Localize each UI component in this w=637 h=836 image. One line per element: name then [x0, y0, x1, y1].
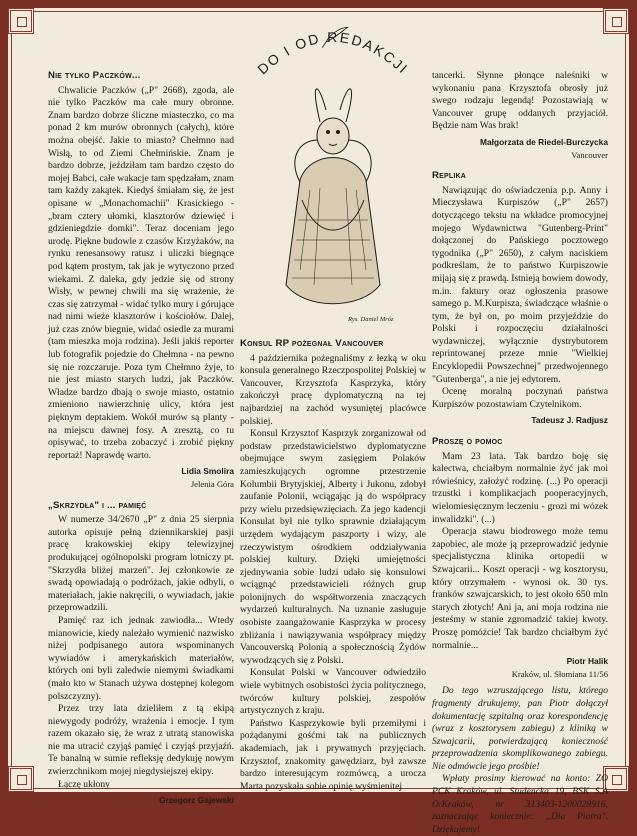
article-body: Przez trzy lata dzieliłem z tą ekipą niewygody podróży, wrażenia i emocje. I tym razem okazało się, że wraz z utratą stanowiska nie ma utracić czyjąś pamięć i czyjąś przyjaźń. Te banalną w sumie refleksję dedykuję nowym zwierzchnikom mojej niegdysiejszej ekipy. [48, 703, 234, 778]
article-body: 4 października pożegnaliśmy z łezką w oku konsula generalnego Rzeczpospolitej Polskiej w Vancouver, Krzysztofa Kasprzyka, który zakończył pracę dyplomatyczną na tej najbardziej na zachód wysuniętej placówce polskiej. [240, 352, 426, 427]
article-body: Operacja stawu biodrowego może temu zapobiec, ale może ją przeprowadzić jedynie specjalistyczna klinika ortopedii w Szwajcarii... Koszt operacji - wg kosztorysu, który otrzymałem - wynosi ok. 30 tys. franków szwajcarskich, to jest około 650 mln starych złotych! Ani ja, ani moja rodzina nie jesteśmy w stanie zgromadzić takiej kwoty. Proszę pomóżcie! Tak bardzo chciałbym żyć normalnie... [432, 526, 608, 651]
article-body: Nawiązując do oświadczenia p.p. Anny i Mieczysława Kurpiszów („P" 2657) dotyczącego tekstu na wkładce promocyjnej mojego Wydawnictwa "Gutenberg-Print" dołączonej do Pańskiego pocztowego tygodnika („P" 2650), z całym naciskiem podkreślam, że to państwo Kurpiszowie mijają się z prawdą. Istnieją bowiem dowody, m.in. faktury oraz ogłoszenia prasowe samego p. M.Kurpisza, świadczące właśnie o tym, że był on, po moim przyjeździe do Polski i rozpoczęciu działalności wydawniczej, wyłącznie dystrybutorem reprintowanej przeze mnie "Wielkiej Encyklopedii Powszechnej" przedwojennego "Gutenberga", a nie jej edytorem. [432, 184, 608, 385]
article-body: Państwo Kasprzykowie byli przemiłymi i pożądanymi gośćmi tak na publicznych akademiach, jak i prywatnych przyjęciach. Krzysztof, znakomity gawędziarz, był zawsze bardzo interesującym rozmówcą, a urocza Marta pozyskała sobie opinię wyśmienitej [240, 717, 426, 792]
section-heading-text: DO I OD REDAKCJI [254, 28, 412, 78]
article-body: W numerze 34/2670 „P" z dnia 25 sierpnia autorka opisuje pełną dziennikarskiej pasji pracę krakowskiej ekipy telewizyjnej produkującej ogólnopolski program lotniczy pt. "Skrzydła bliżej marzeń". Jej członkowie ze swadą opowiadają o podróżach, jakie odbyli, o materiałach, jakie nakręcili, o wywiadach, jakie przeprowadzili. [48, 514, 234, 614]
article-body: Ocenę moralną poczynań państwa Kurpiszów pozostawiam Czytelnikom. [432, 386, 608, 410]
article-body: Łączę ukłony [58, 778, 110, 790]
article-body: Konsulat Polski w Vancouver odwiedziło wiele wybitnych osobistości życia politycznego, twórców kultury polskiej, zespołów artystycznych z kraju. [240, 667, 426, 717]
article-body: Mam 23 lata. Tak bardzo boję się kalectwa, chciałbym normalnie żyć jak moi rówieśnicy, założyć rodzinę. (...) Po operacji trzustki i komplikacjach pooperacyjnych, wielomiesięcznym leczeniu - grozi mi wózek inwalidzki". (...) [432, 450, 608, 525]
column-middle [240, 338, 426, 793]
article-title: Proszę o pomoc [432, 436, 503, 448]
article-signature-address: Kraków, ul. Słomiana 11/56 [511, 668, 608, 679]
article-signature: Lidia Smolira [181, 466, 234, 477]
corner-ornament [603, 8, 629, 34]
article-body: Pamięć raz ich jednak zawiodła... Wtedy mianowicie, kiedy należało wymienić nazwisko niżej podpisanego autora wspominanych wywiadów i amerykańskich materiałów, których oni byli zaledwie niemymi świadkami (mało kto w Stanach używa dostępnej kolegom polszczyzny). [48, 614, 234, 702]
article-signature: Małgorzata de Riedel-Burczycka [480, 136, 608, 147]
column-left [48, 70, 234, 807]
article-title: Replika [432, 170, 466, 182]
article-body: Konsul Krzysztof Kasprzyk zorganizował od podstaw przedstawicielstwo dyplomatyczne obejmujące swym zasięgiem Polaków zamieszkujących ogromne przestrzenie Kolumbii Brytyjskiej, Alberty i Jukonu, zdobył zaufanie Polonii, wciągając ją do współpracy przy wielu przedsięwzięciach. Za jego kadencji Konsulat był nie tylko sprawnie działającym urzędem wydającym paszporty i wizy, ale rzeczywistym ośrodkiem oddziaływania polskiej kultury. Dzięki umiejętności zjednywania sobie ludzi udało się konsulowi wciągnąć przedstawicieli różnych grup polonijnych do współtworzenia znaczących wydarzeń kulturalnych. Na uznanie zasługuje osobiste zaangażowanie Kasprzyka w procesy zbliżania i nawiązywania współpracy między Vancouverską Polonią a społecznością Żydów wywodzących się z Polski. [240, 428, 426, 666]
illustration-drawing [240, 70, 426, 332]
article-title: Konsul RP pożegnał Vancouver [240, 338, 384, 349]
article-body: Chwalicie Paczków („P" 2668), zgoda, ale nie tylko Paczków ma całe mury obronne. Znam bardzo dobrze śliczne miasteczko, co ma ponad 2 km murów obronnych (całych), które można obejść. Jakie to miasto? Chełmno nad Wisłą, to od Ziemi Chełmińskie. Znam je bardzo dobrze, jeździłam tam bardzo często do mojej Babci, całe wakacje tam spędzałam, znam tam każdy zakątek. Kiedyś śmiałam się, że jest opisane w „Monachomachii" Krasickiego - „bram cztery ułomki, klasztorów dziewięć i gdzieniegdzie domki". Teraz doceniam jego urodę. Piękne budowle z czasów Krzyżaków, na rynku renesansowy ratusz i uliczki biegnące pod kątem prostym, tak jak je wytyczono przed wiekami. Z daleka, gdy jedzie się od strony Wisły, w pewnej chwili ma się wrażenie, że czas się zatrzymał - widać tylko mury i górujące nad nimi wieże klasztorów i kościołów. Dalej, już czas znów biegnie, widać osiedle za murami (tam mieszka moja rodzina). Jeśli jakiś reporter lub fotografik pojedzie do Chełmna - na pewno się nie rozczaruje. Poza tym Chełmno żyje, to nie jest miasto starych ludzi, jak Paczków. Władze bardzo dbają o swoje miasto, ostatnio zmieniono nawierzchnię ulicy, która jest pięknym deptakiem. Wokół murów są planty - na miejscu dawnej fosy. A zresztą, co tu opisywać, to trzeba zobaczyć i zrobić piękny reportaż! Naprawdę warto. [48, 84, 234, 461]
article-title: Nie tylko Paczków... [48, 70, 141, 81]
article-signature: Tadeusz J. Radjusz [531, 415, 608, 426]
article-body: tancerki. Słynne płonące naleśniki w wykonaniu pana Krzysztofa obrosły już swego rodzaju legendą! Pozostawiają w Vancouver grupę oddanych przyjaciół. Będzie nam Was brak! [432, 70, 608, 132]
editorial-note: Wpłaty prosimy kierować na konto: ZO PCK Kraków, ul. Studencka 19, BSK S.A O/Kraków, nr 313403-1200028916, zaznaczając koniecznie: „Dla Piotra". Dziękujemy! [432, 773, 608, 835]
page [8, 8, 629, 835]
article-signature: Piotr Halik [566, 656, 608, 667]
corner-ornament [8, 766, 34, 792]
illustration-caption: Rys. Daniel Mróz [348, 316, 394, 323]
article-signature-city: Jelenia Góra [190, 479, 234, 489]
article-signature: Grzegorz Gajewski [159, 795, 234, 806]
corner-ornament [8, 8, 34, 34]
column-right [432, 70, 608, 836]
editorial-note: Do tego wzruszającego listu, którego fragmenty drukujemy, pan Piotr dołączył dokumentację szpitalną oraz korespondencję (wraz z kosztorysem zabiegu) z kliniką w Szwajcarii, potwierdzającą konieczność przeprowadzenia skomplikowanego zabiegu. Nie odmówcie jego prośbie! [432, 685, 608, 772]
article-signature-city: Vancouver [571, 149, 608, 160]
article-title: „Skrzydła" i ... pamięć [48, 499, 147, 511]
